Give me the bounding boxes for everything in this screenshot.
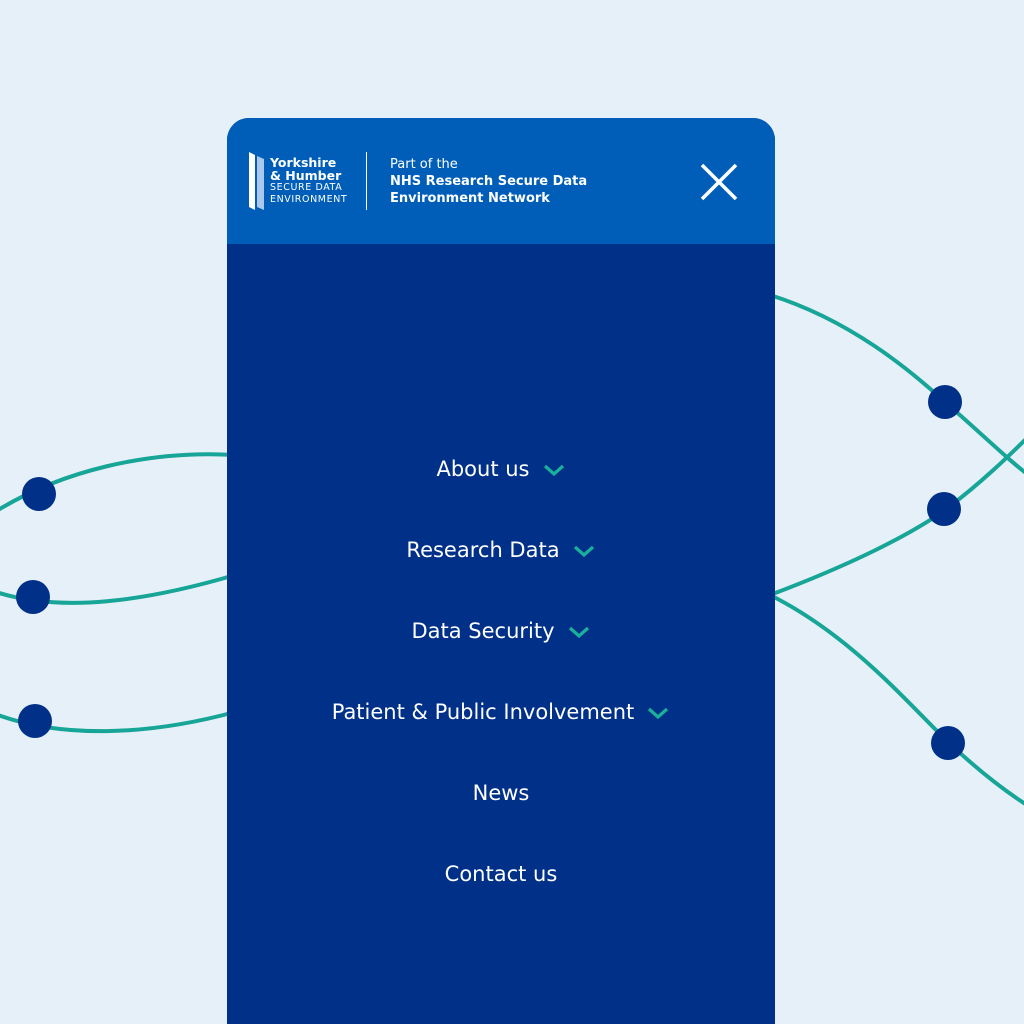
right-line-2 [770,430,1024,595]
site-logo[interactable] [249,152,588,212]
close-icon [697,160,741,204]
nav-item-about-us[interactable] [227,428,775,509]
logo-org-line2: & Humber [270,168,342,183]
right-dot-3 [931,726,965,760]
close-menu-button[interactable] [697,160,741,204]
right-line-1 [770,295,1024,480]
nav-item-label: About us [436,456,530,481]
chevron-down-icon [542,462,566,478]
logo-org-line3: SECURE DATA [270,182,343,193]
nav-item-label: Research Data [406,537,560,562]
nav-item-label: Patient & Public Involvement [331,699,635,724]
chevron-down-icon [567,624,591,640]
nav-item-label: Contact us [444,861,558,886]
nav-item-news[interactable] [227,752,775,833]
mobile-menu-panel [227,118,775,1024]
logo-org-line4: ENVIRONMENT [270,194,348,205]
left-dot-1 [22,477,56,511]
network-line2: NHS Research Secure Data [390,174,588,189]
right-dot-2 [927,492,961,526]
logo-divider [366,152,367,210]
network-line1: Part of the [390,157,458,172]
nav-item-label: News [472,780,530,805]
main-navigation [227,428,775,914]
left-dot-2 [16,580,50,614]
logo-mark-icon [249,152,265,210]
network-line3: Environment Network [390,191,550,206]
nav-item-research-data[interactable] [227,509,775,590]
logo-org-name [270,156,380,206]
nav-item-contact-us[interactable] [227,833,775,914]
nav-item-patient-public-involvement[interactable] [227,671,775,752]
nav-item-label: Data Security [411,618,555,643]
right-dot-1 [928,385,962,419]
left-dot-3 [18,704,52,738]
network-affiliation [390,156,590,207]
right-line-3 [770,595,1024,810]
chevron-down-icon [646,705,670,721]
logo-org-line1: Yorkshire [270,155,337,170]
nav-item-data-security[interactable] [227,590,775,671]
mobile-header [227,118,775,244]
chevron-down-icon [572,543,596,559]
